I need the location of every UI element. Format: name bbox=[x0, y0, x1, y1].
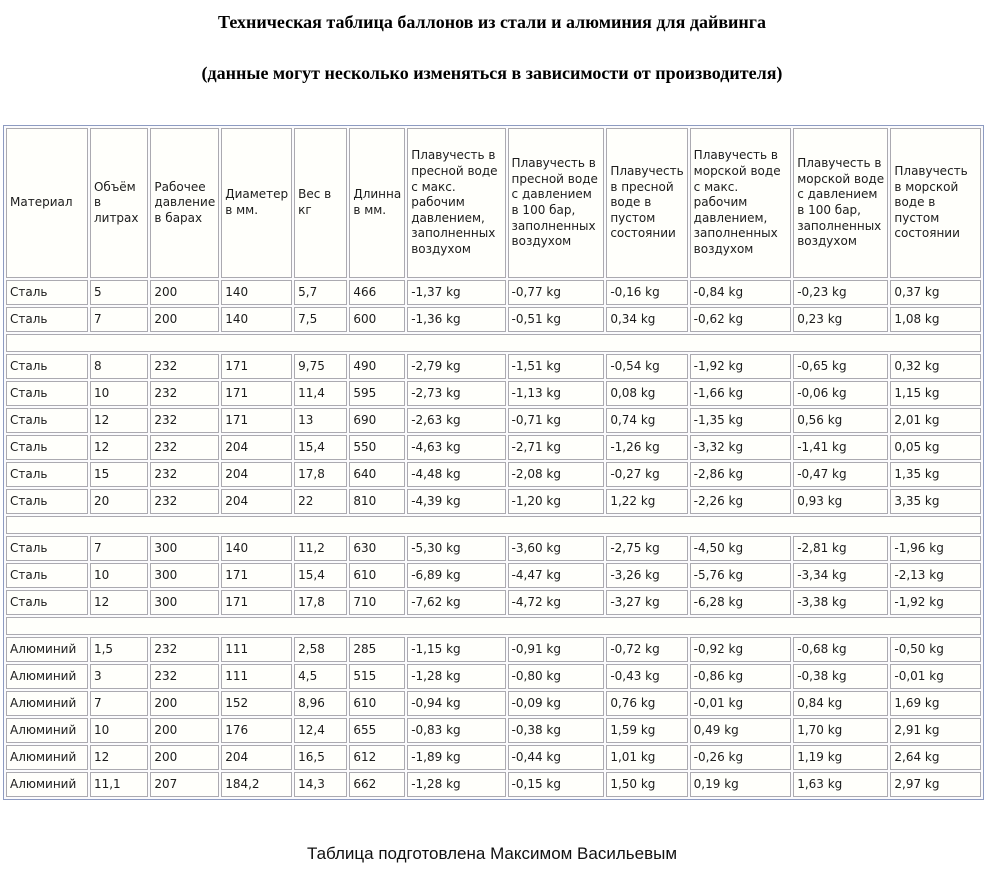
cell: Алюминий bbox=[6, 691, 88, 716]
cell: 232 bbox=[150, 664, 219, 689]
cell: -3,60 kg bbox=[508, 536, 605, 561]
cell: Сталь bbox=[6, 489, 88, 514]
cell: -1,66 kg bbox=[690, 381, 792, 406]
cell: 11,4 bbox=[294, 381, 347, 406]
cell: -0,83 kg bbox=[407, 718, 505, 743]
cell: 7 bbox=[90, 536, 148, 561]
cell: 612 bbox=[349, 745, 405, 770]
cell: -0,80 kg bbox=[508, 664, 605, 689]
cell: 200 bbox=[150, 745, 219, 770]
column-header: Плавучесть в морской воде с макс. рабочим давлением, заполненных воздухом bbox=[690, 128, 792, 278]
cell: 7 bbox=[90, 691, 148, 716]
cell: -7,62 kg bbox=[407, 590, 505, 615]
cell: 15,4 bbox=[294, 563, 347, 588]
column-header: Объём в литрах bbox=[90, 128, 148, 278]
cell: 3,35 kg bbox=[890, 489, 981, 514]
cell: 2,97 kg bbox=[890, 772, 981, 797]
cell: 111 bbox=[221, 637, 292, 662]
cell: -0,51 kg bbox=[508, 307, 605, 332]
cell: 207 bbox=[150, 772, 219, 797]
table-row bbox=[6, 691, 981, 716]
cell: 1,19 kg bbox=[793, 745, 888, 770]
cell: 655 bbox=[349, 718, 405, 743]
table-row bbox=[6, 307, 981, 332]
cell: 0,05 kg bbox=[890, 435, 981, 460]
cell: -0,91 kg bbox=[508, 637, 605, 662]
cell: -4,63 kg bbox=[407, 435, 505, 460]
spacer-cell bbox=[6, 334, 981, 352]
cell: -0,01 kg bbox=[890, 664, 981, 689]
table-row bbox=[6, 637, 981, 662]
cell: 20 bbox=[90, 489, 148, 514]
cell: Сталь bbox=[6, 307, 88, 332]
cell: 1,50 kg bbox=[606, 772, 687, 797]
column-header: Рабочее давление в барах bbox=[150, 128, 219, 278]
cell: -1,92 kg bbox=[890, 590, 981, 615]
cell: -0,92 kg bbox=[690, 637, 792, 662]
cell: 0,84 kg bbox=[793, 691, 888, 716]
cell: -1,20 kg bbox=[508, 489, 605, 514]
cell: Сталь bbox=[6, 280, 88, 305]
cell: 15,4 bbox=[294, 435, 347, 460]
cell: 5,7 bbox=[294, 280, 347, 305]
cell: -3,26 kg bbox=[606, 563, 687, 588]
cell: -0,06 kg bbox=[793, 381, 888, 406]
cell: 7,5 bbox=[294, 307, 347, 332]
cell: -2,79 kg bbox=[407, 354, 505, 379]
cell: -5,30 kg bbox=[407, 536, 505, 561]
cell: 204 bbox=[221, 745, 292, 770]
cell: 232 bbox=[150, 354, 219, 379]
cell: 300 bbox=[150, 563, 219, 588]
cell: 232 bbox=[150, 408, 219, 433]
table-row bbox=[6, 280, 981, 305]
cell: 12 bbox=[90, 408, 148, 433]
cell: -2,13 kg bbox=[890, 563, 981, 588]
cell: 7 bbox=[90, 307, 148, 332]
cell: -0,23 kg bbox=[793, 280, 888, 305]
cell: 13 bbox=[294, 408, 347, 433]
cell: 4,5 bbox=[294, 664, 347, 689]
cell: -0,01 kg bbox=[690, 691, 792, 716]
cell: -1,51 kg bbox=[508, 354, 605, 379]
cell: 1,63 kg bbox=[793, 772, 888, 797]
column-header: Плавучесть в пресной воде с макс. рабочим давлением, заполненных воздухом bbox=[407, 128, 505, 278]
cell: Сталь bbox=[6, 408, 88, 433]
spacer-cell bbox=[6, 516, 981, 534]
column-header: Длинна в мм. bbox=[349, 128, 405, 278]
spacer-row bbox=[6, 516, 981, 534]
cell: 0,37 kg bbox=[890, 280, 981, 305]
cell: Алюминий bbox=[6, 718, 88, 743]
cell: -1,96 kg bbox=[890, 536, 981, 561]
cell: 0,08 kg bbox=[606, 381, 687, 406]
cell: -0,09 kg bbox=[508, 691, 605, 716]
table-row bbox=[6, 462, 981, 487]
cell: 1,01 kg bbox=[606, 745, 687, 770]
cell: -0,77 kg bbox=[508, 280, 605, 305]
cell: -0,26 kg bbox=[690, 745, 792, 770]
cell: 550 bbox=[349, 435, 405, 460]
cell: 710 bbox=[349, 590, 405, 615]
cell: -0,15 kg bbox=[508, 772, 605, 797]
cell: 200 bbox=[150, 691, 219, 716]
cell: 11,1 bbox=[90, 772, 148, 797]
cell: 10 bbox=[90, 381, 148, 406]
cell: 10 bbox=[90, 563, 148, 588]
cell: 232 bbox=[150, 489, 219, 514]
cell: -2,75 kg bbox=[606, 536, 687, 561]
table-row bbox=[6, 354, 981, 379]
cell: -1,41 kg bbox=[793, 435, 888, 460]
column-header: Плавучесть в морской воде в пустом состоянии bbox=[890, 128, 981, 278]
cell: 171 bbox=[221, 408, 292, 433]
cell: 1,70 kg bbox=[793, 718, 888, 743]
column-header: Вес в кг bbox=[294, 128, 347, 278]
cell: 0,76 kg bbox=[606, 691, 687, 716]
cell: -2,73 kg bbox=[407, 381, 505, 406]
cell: -4,50 kg bbox=[690, 536, 792, 561]
cell: 1,22 kg bbox=[606, 489, 687, 514]
table-row bbox=[6, 381, 981, 406]
cell: Алюминий bbox=[6, 772, 88, 797]
page-title: Техническая таблица баллонов из стали и алюминия для дайвинга bbox=[218, 12, 766, 32]
cell: 285 bbox=[349, 637, 405, 662]
cell: 171 bbox=[221, 563, 292, 588]
cell: -2,08 kg bbox=[508, 462, 605, 487]
table-head bbox=[6, 128, 981, 278]
cell: -0,68 kg bbox=[793, 637, 888, 662]
cell: 204 bbox=[221, 462, 292, 487]
cell: 0,74 kg bbox=[606, 408, 687, 433]
cell: 1,69 kg bbox=[890, 691, 981, 716]
cell: Сталь bbox=[6, 563, 88, 588]
cell: 200 bbox=[150, 280, 219, 305]
table-row bbox=[6, 745, 981, 770]
cell: 515 bbox=[349, 664, 405, 689]
cell: 232 bbox=[150, 381, 219, 406]
cell: -5,76 kg bbox=[690, 563, 792, 588]
cell: -2,63 kg bbox=[407, 408, 505, 433]
cell: -4,47 kg bbox=[508, 563, 605, 588]
cell: 14,3 bbox=[294, 772, 347, 797]
cell: 204 bbox=[221, 435, 292, 460]
cell: -6,89 kg bbox=[407, 563, 505, 588]
cell: 22 bbox=[294, 489, 347, 514]
cell: 140 bbox=[221, 536, 292, 561]
table-row bbox=[6, 536, 981, 561]
cell: 300 bbox=[150, 536, 219, 561]
cell: -1,13 kg bbox=[508, 381, 605, 406]
table-row bbox=[6, 435, 981, 460]
cell: 1,15 kg bbox=[890, 381, 981, 406]
cell: 5 bbox=[90, 280, 148, 305]
cell: 11,2 bbox=[294, 536, 347, 561]
cell: 184,2 bbox=[221, 772, 292, 797]
table-row bbox=[6, 772, 981, 797]
cell: -1,15 kg bbox=[407, 637, 505, 662]
cell: 12,4 bbox=[294, 718, 347, 743]
cell: -0,72 kg bbox=[606, 637, 687, 662]
cell: 490 bbox=[349, 354, 405, 379]
cell: Сталь bbox=[6, 354, 88, 379]
cell: 0,19 kg bbox=[690, 772, 792, 797]
cell: -0,71 kg bbox=[508, 408, 605, 433]
cell: 171 bbox=[221, 590, 292, 615]
cell: 3 bbox=[90, 664, 148, 689]
cell: -0,50 kg bbox=[890, 637, 981, 662]
cell: -2,71 kg bbox=[508, 435, 605, 460]
column-header: Плавучесть в морской воде с давлением в 100 бар, заполненных воздухом bbox=[793, 128, 888, 278]
cell: 140 bbox=[221, 280, 292, 305]
table-body bbox=[6, 280, 981, 797]
cell: 1,59 kg bbox=[606, 718, 687, 743]
cell: 595 bbox=[349, 381, 405, 406]
table-row bbox=[6, 489, 981, 514]
cell: 10 bbox=[90, 718, 148, 743]
cell: -0,16 kg bbox=[606, 280, 687, 305]
cell: Алюминий bbox=[6, 745, 88, 770]
cell: 17,8 bbox=[294, 462, 347, 487]
cell: -1,36 kg bbox=[407, 307, 505, 332]
cell: -3,27 kg bbox=[606, 590, 687, 615]
cell: 640 bbox=[349, 462, 405, 487]
cell: -1,35 kg bbox=[690, 408, 792, 433]
cell: -0,38 kg bbox=[793, 664, 888, 689]
cell: -2,81 kg bbox=[793, 536, 888, 561]
cell: Сталь bbox=[6, 381, 88, 406]
cell: -1,26 kg bbox=[606, 435, 687, 460]
cell: -0,86 kg bbox=[690, 664, 792, 689]
cell: 152 bbox=[221, 691, 292, 716]
cell: 9,75 bbox=[294, 354, 347, 379]
cell: Алюминий bbox=[6, 664, 88, 689]
cell: 176 bbox=[221, 718, 292, 743]
cell: 600 bbox=[349, 307, 405, 332]
cell: 12 bbox=[90, 590, 148, 615]
cylinders-table bbox=[3, 125, 984, 800]
cell: -1,28 kg bbox=[407, 772, 505, 797]
cell: Алюминий bbox=[6, 637, 88, 662]
cell: 2,64 kg bbox=[890, 745, 981, 770]
cell: Сталь bbox=[6, 462, 88, 487]
cell: 232 bbox=[150, 637, 219, 662]
cell: 12 bbox=[90, 745, 148, 770]
cell: 111 bbox=[221, 664, 292, 689]
cell: 232 bbox=[150, 462, 219, 487]
cell: 300 bbox=[150, 590, 219, 615]
cell: 200 bbox=[150, 718, 219, 743]
cell: 1,08 kg bbox=[890, 307, 981, 332]
cell: 690 bbox=[349, 408, 405, 433]
header-row bbox=[6, 128, 981, 278]
cell: 8,96 bbox=[294, 691, 347, 716]
cell: 0,32 kg bbox=[890, 354, 981, 379]
cell: -0,27 kg bbox=[606, 462, 687, 487]
cell: 171 bbox=[221, 354, 292, 379]
column-header: Материал bbox=[6, 128, 88, 278]
cell: -0,44 kg bbox=[508, 745, 605, 770]
footer-credit: Таблица подготовлена Максимом Васильевым bbox=[306, 844, 678, 863]
cell: 12 bbox=[90, 435, 148, 460]
cell: 171 bbox=[221, 381, 292, 406]
cell: 0,49 kg bbox=[690, 718, 792, 743]
cell: -0,84 kg bbox=[690, 280, 792, 305]
cell: -0,38 kg bbox=[508, 718, 605, 743]
table-row bbox=[6, 664, 981, 689]
cell: 17,8 bbox=[294, 590, 347, 615]
cell: 610 bbox=[349, 691, 405, 716]
cell: 204 bbox=[221, 489, 292, 514]
table-row bbox=[6, 408, 981, 433]
cell: -3,38 kg bbox=[793, 590, 888, 615]
cell: -6,28 kg bbox=[690, 590, 792, 615]
cell: 2,91 kg bbox=[890, 718, 981, 743]
cell: -3,32 kg bbox=[690, 435, 792, 460]
cell: Сталь bbox=[6, 536, 88, 561]
column-header: Плавучесть в пресной воде с давлением в 100 бар, заполненных воздухом bbox=[508, 128, 605, 278]
cell: 0,23 kg bbox=[793, 307, 888, 332]
cell: -0,94 kg bbox=[407, 691, 505, 716]
cell: 0,34 kg bbox=[606, 307, 687, 332]
cell: -0,43 kg bbox=[606, 664, 687, 689]
cell: 630 bbox=[349, 536, 405, 561]
cell: -4,72 kg bbox=[508, 590, 605, 615]
cell: -4,39 kg bbox=[407, 489, 505, 514]
cell: 0,56 kg bbox=[793, 408, 888, 433]
cell: 140 bbox=[221, 307, 292, 332]
spacer-row bbox=[6, 617, 981, 635]
cell: -0,62 kg bbox=[690, 307, 792, 332]
cell: -0,65 kg bbox=[793, 354, 888, 379]
cell: 232 bbox=[150, 435, 219, 460]
cell: 15 bbox=[90, 462, 148, 487]
cell: -2,26 kg bbox=[690, 489, 792, 514]
cell: 466 bbox=[349, 280, 405, 305]
cell: 0,93 kg bbox=[793, 489, 888, 514]
cell: 610 bbox=[349, 563, 405, 588]
cell: 1,35 kg bbox=[890, 462, 981, 487]
cell: 1,5 bbox=[90, 637, 148, 662]
cell: 16,5 bbox=[294, 745, 347, 770]
cell: -2,86 kg bbox=[690, 462, 792, 487]
spacer-cell bbox=[6, 617, 981, 635]
cell: -0,54 kg bbox=[606, 354, 687, 379]
cell: -3,34 kg bbox=[793, 563, 888, 588]
table-row bbox=[6, 718, 981, 743]
cell: -1,28 kg bbox=[407, 664, 505, 689]
cell: -1,92 kg bbox=[690, 354, 792, 379]
cell: Сталь bbox=[6, 435, 88, 460]
cell: -4,48 kg bbox=[407, 462, 505, 487]
cell: Сталь bbox=[6, 590, 88, 615]
table-row bbox=[6, 590, 981, 615]
column-header: Плавучесть в пресной воде в пустом состоянии bbox=[606, 128, 687, 278]
table-row bbox=[6, 563, 981, 588]
cell: -1,89 kg bbox=[407, 745, 505, 770]
cell: 2,01 kg bbox=[890, 408, 981, 433]
cell: 662 bbox=[349, 772, 405, 797]
page-subtitle: (данные могут несколько изменяться в зависимости от производителя) bbox=[201, 63, 783, 83]
cell: -1,37 kg bbox=[407, 280, 505, 305]
cell: 200 bbox=[150, 307, 219, 332]
column-header: Диаметер в мм. bbox=[221, 128, 292, 278]
cell: 810 bbox=[349, 489, 405, 514]
cell: -0,47 kg bbox=[793, 462, 888, 487]
cell: 8 bbox=[90, 354, 148, 379]
spacer-row bbox=[6, 334, 981, 352]
cell: 2,58 bbox=[294, 637, 347, 662]
